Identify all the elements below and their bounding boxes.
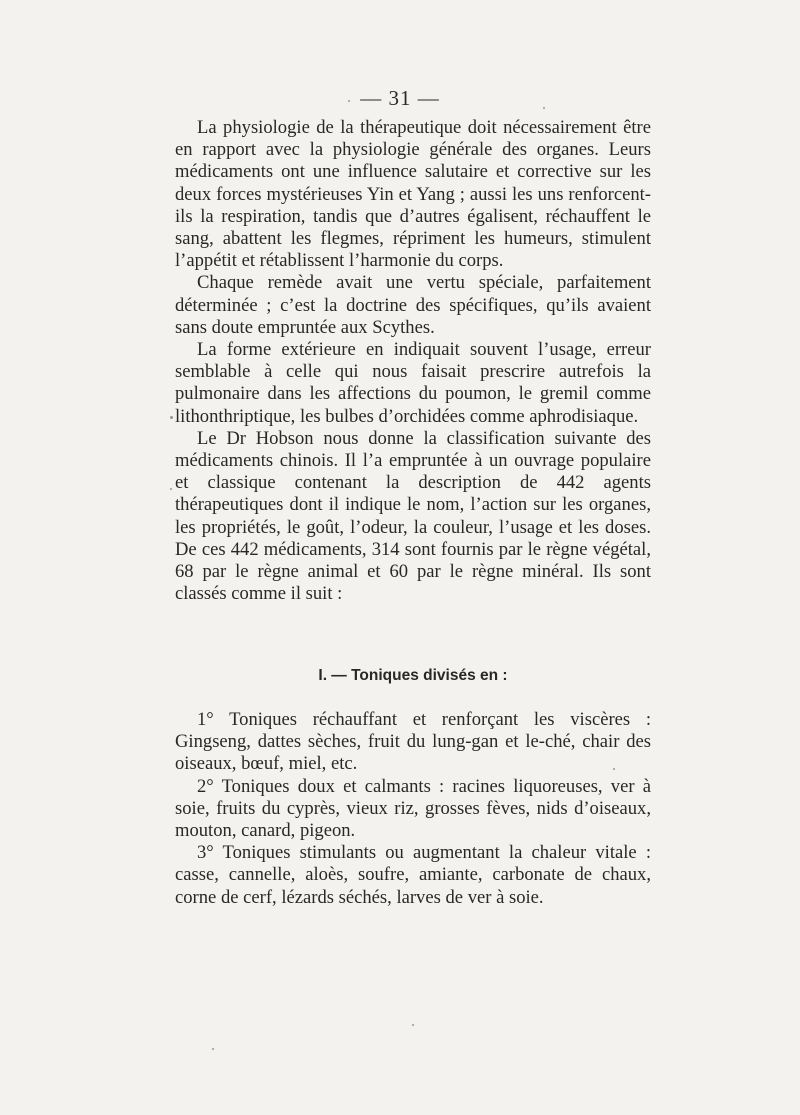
list-item: 2° Toniques doux et calmants : racines liquoreuses, ver à soie, fruits du cyprès, vieux riz, grosses fèves, nids d’oiseaux, mouton, canard, pigeon. (175, 775, 651, 842)
section-heading: I. — Toniques divisés en : (318, 667, 508, 684)
paper-speck (543, 107, 545, 109)
paper-speck (170, 416, 173, 419)
paper-speck (412, 1024, 414, 1026)
paragraph: Chaque remède avait une vertu spéciale, parfaitement déterminée ; c’est la doctrine des spécifiques, qu’ils avaient sans doute empruntée aux Scythes. (175, 272, 651, 338)
paper-speck (348, 100, 350, 102)
paragraph: La physiologie de la thérapeutique doit nécessairement être en rapport avec la physiologie générale des organes. Leurs médicaments ont une influence salutaire et corrective sur les deux forces mystérieuses Yin et Yang ; aussi les uns renforcent-ils la respiration, tandis que d’autres égalisent, réchauffent le sang, abattent les flegmes, répriment les humeurs, stimulent l’appétit et rétablissent l’harmonie du corps. (175, 117, 651, 272)
paper-speck (613, 768, 615, 770)
paragraph: Le Dr Hobson nous donne la classification suivante des médicaments chinois. Il l’a empruntée à un ouvrage populaire et classique contenant la description de 442 agents thérapeutiques dont il indique le nom, l’action sur les organes, les propriétés, le goût, l’odeur, la couleur, l’usage et les doses. De ces 442 médicaments, 314 sont fournis par le règne végétal, 68 par le règne animal et 60 par le règne minéral. Ils sont classés comme il suit : (175, 427, 651, 605)
paper-speck (170, 488, 172, 490)
tonic-list (175, 709, 651, 909)
list-item: 1° Toniques réchauffant et renforçant les viscères : Gingseng, dattes sèches, fruit du lung-gan et le-ché, chair des oiseaux, bœuf, miel, etc. (175, 709, 651, 775)
paragraph: La forme extérieure en indiquait souvent l’usage, erreur semblable à celle qui nous faisait prescrire autrefois la pulmonaire dans les affections du poumon, le gremil comme lithonthriptique, les bulbes d’orchidées comme aphrodisiaque. (175, 339, 651, 427)
paper-speck (212, 1048, 214, 1050)
main-text (175, 117, 651, 605)
list-item: 3° Toniques stimulants ou augmentant la chaleur vitale : casse, cannelle, aloès, soufre, amiante, carbonate de chaux, corne de cerf, lézards séchés, larves de ver à soie. (175, 842, 651, 908)
page-number: — 31 — (360, 86, 440, 110)
